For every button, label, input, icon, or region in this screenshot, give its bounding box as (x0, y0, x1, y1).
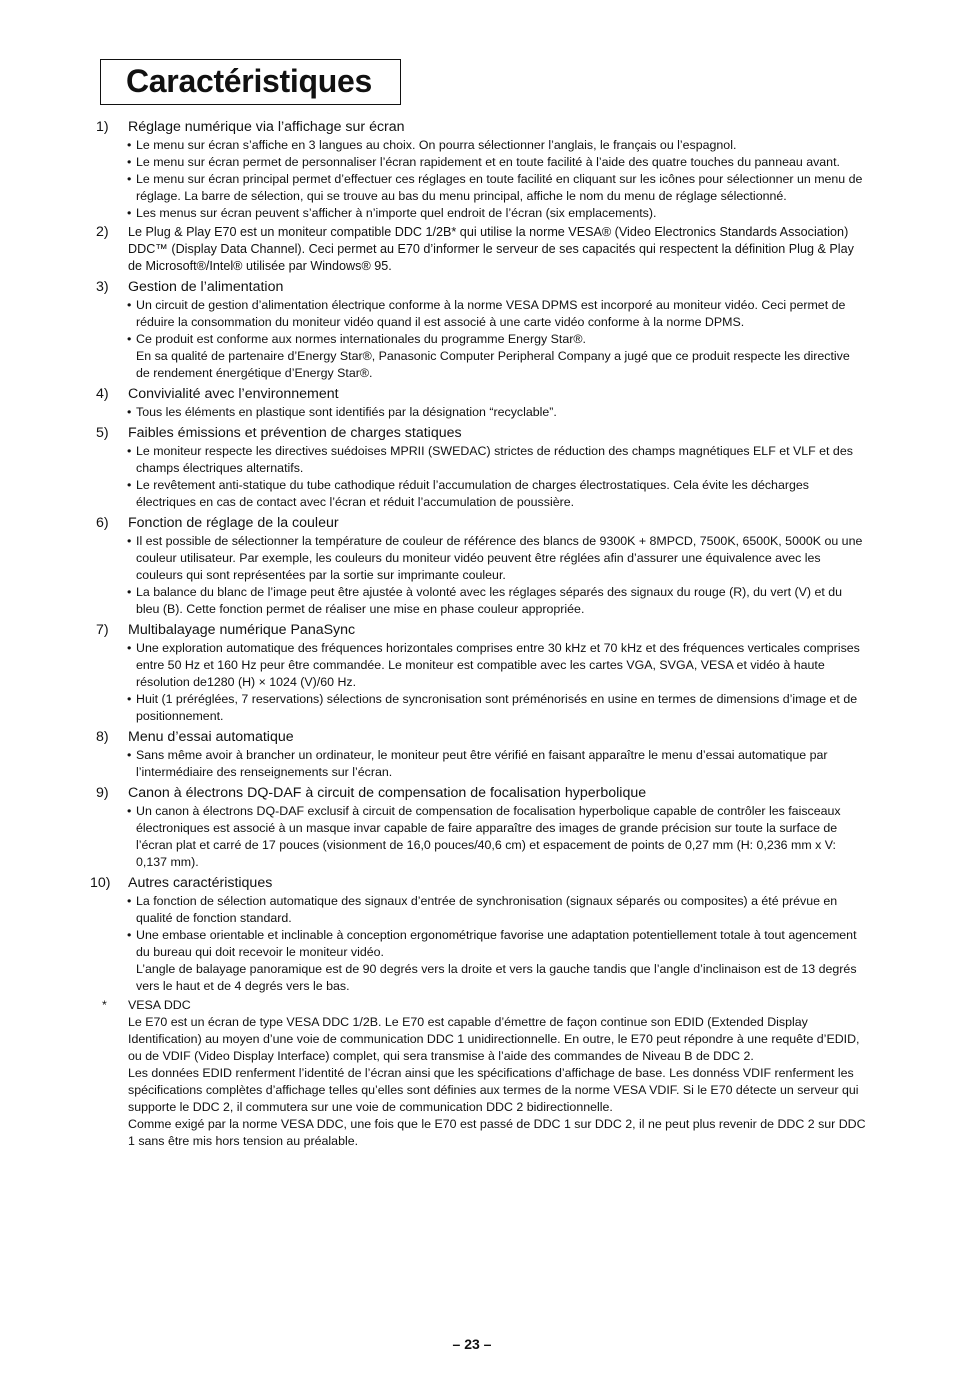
bullet-text: Une exploration automatique des fréquences horizontales comprises entre 30 kHz et 70 kHz et des fréquences verticales comprises entre 50 Hz et 160 Hz peur être commandée. Le moniteur est compatible avec les cartes VGA, SVGA, VESA et vidéo à haute résolution de1280 (H) × 1024 (V)/60 Hz. (136, 641, 860, 689)
section-3 (96, 277, 866, 382)
section-title: Menu d’essai automatique (128, 729, 294, 745)
section-9 (96, 783, 866, 871)
section-heading (96, 224, 866, 275)
section-title: Gestion de l’alimentation (128, 279, 284, 295)
section-4 (96, 384, 866, 421)
section-title: Multibalayage numérique PanaSync (128, 622, 356, 638)
page-title: Caractéristiques (126, 63, 372, 99)
section-heading (96, 513, 866, 533)
bullet-text: Un canon à électrons DQ-DAF exclusif à circuit de compensation de focalisation hyperbolique capable de contrôler les faisceaux électroniques est associé à un masque invar capable de faire apparaître des images de grande précision sur toute la surface de l’écran plat et carré de 17 pouces (visionment de 16,0 pouces/40,6 cm) et espacement de points de 0,27 mm (H: 0,236 mm x V: 0,137 mm). (136, 804, 841, 869)
bullet-item: • Une exploration automatique des fréquences horizontales comprises entre 30 kHz et 70 kHz et des fréquences verticales comprises entre 50 Hz et 160 Hz peur être commandée. Le moniteur est compatible avec les cartes VGA, SVGA, VESA et vidéo à haute résolution de1280 (H) × 1024 (V)/60 Hz. (127, 641, 860, 689)
section-number: 5) (96, 425, 109, 441)
bullet-item: • Les menus sur écran peuvent s’afficher à n’importe quel endroit de l’écran (six emplacements). (127, 206, 657, 220)
bullet-text: Le menu sur écran principal permet d’effectuer ces réglages en toute facilité en cliquant sur les icônes pour sélectionner un menu de réglage. La barre de sélection, qui se trouve au bas du menu principal, affiche le nom du menu de réglage sélectionné. (136, 172, 863, 203)
section-6 (96, 513, 866, 618)
section-8 (96, 727, 866, 781)
paragraph: En sa qualité de partenaire d’Energy Star®, Panasonic Computer Peripheral Company a jugé que ce produit respecte les directive de rendement énergétique d’Energy Star®. (136, 349, 850, 380)
section-1 (96, 117, 866, 222)
bullet-item: • Le menu sur écran principal permet d’effectuer ces réglages en toute facilité en cliquant sur les icônes pour sélectionner un menu de réglage. La barre de sélection, qui se trouve au bas du menu principal, affiche le nom du menu de réglage sélectionné. (127, 172, 863, 203)
paragraph: L’angle de balayage panoramique est de 90 degrés vers la droite et vers la gauche tandis que l’angle d’inclinaison est de 13 degrés vers le haut et de 4 degrés vers le bas. (136, 962, 857, 993)
bullet-item: • Ce produit est conforme aux normes internationales du programme Energy Star®. (127, 332, 586, 346)
section-5 (96, 423, 866, 511)
section-number: 10) (90, 875, 111, 891)
footnote-heading: VESA DDC (128, 998, 191, 1012)
section-number: 3) (96, 279, 109, 295)
section-10 (90, 873, 866, 995)
bullet-text: Le menu sur écran permet de personnaliser l’écran rapidement et en toute facilité à l’aide des quatre touches du panneau avant. (136, 155, 840, 169)
bullet-text: La fonction de sélection automatique des signaux d’entrée de synchronisation (signaux séparés ou composites) a été prévue en qualité de fonction standard. (136, 894, 838, 925)
footnote-paragraph: Comme exigé par la norme VESA DDC, une fois que le E70 est passé de DDC 1 sur DDC 2, il ne peut plus revenir de DDC 2 sur DDC 1 sans être mis hors tension au préalable. (128, 1117, 866, 1148)
bullet-item: • La fonction de sélection automatique des signaux d’entrée de synchronisation (signaux séparés ou composites) a été prévue en qualité de fonction standard. (127, 894, 838, 925)
page-number-container (0, 1336, 954, 1352)
document-body (90, 117, 866, 1150)
bullet-item: • Sans même avoir à brancher un ordinateur, le moniteur peut être vérifié en faisant apparaître le menu d’essai automatique par l’intermédiaire des renseignements sur l’écran. (127, 748, 828, 779)
section-number: 6) (96, 515, 109, 531)
page-number: – 23 – (452, 1336, 492, 1352)
bullet-item: • Le menu sur écran permet de personnaliser l’écran rapidement et en toute facilité à l’aide des quatre touches du panneau avant. (127, 155, 840, 169)
bullet-item: • Une embase orientable et inclinable à conception ergonométrique favorise une adaptation potentiellement totale à tout agencement du bureau qui doit recevoir le moniteur vidéo. (127, 928, 857, 959)
bullet-item: • La balance du blanc de l’image peut être ajustée à volonté avec les réglages séparés des signaux du rouge (R), du vert (V) et du bleu (B). Cette fonction permet de réaliser une mise en phase couleur appropriée. (127, 585, 843, 616)
section-title: Autres caractéristiques (128, 875, 273, 891)
section-heading (96, 423, 866, 443)
bullet-item: • Le revêtement anti-statique du tube cathodique réduit l’accumulation de charges électrostatiques. Cela évite les décharges électriques en cas de contact avec l’écran et réduit l’accumulation de poussière. (127, 478, 809, 509)
bullet-item: • Huit (1 préréglées, 7 reservations) sélections de syncronisation sont préménorisés en usine en termes de dimensions d’image et de positionnement. (127, 692, 858, 723)
bullet-text: Ce produit est conforme aux normes internationales du programme Energy Star®. (136, 332, 586, 346)
footnote (96, 997, 866, 1150)
bullet-item: • Un canon à électrons DQ-DAF exclusif à circuit de compensation de focalisation hyperbolique capable de contrôler les faisceaux électroniques est associé à un masque invar capable de faire apparaître des images de grande précision sur toute la surface de l’écran plat et carré de 17 pouces (visionment de 16,0 pouces/40,6 cm) et espacement de points de 0,27 mm (H: 0,236 mm x V: 0,137 mm). (127, 804, 841, 869)
section-heading (90, 873, 866, 893)
section-heading (96, 620, 866, 640)
section-title: Convivialité avec l’environnement (128, 386, 339, 402)
footnote-paragraph: Le E70 est un écran de type VESA DDC 1/2B. Le E70 est capable d’émettre de façon continue son EDID (Extended Display Identification) au moyen d’une voie de communication DDC 1 unidirectionnelle. En outre, le E70 peut répondre à une requête d’EDID, ou de VDIF (Video Display Interface) complet, qui sera transmise à l’aide des commandes de Niveau B de DDC 2. (128, 1015, 860, 1063)
footnote-paragraph: Les données EDID renferment l’identité de l’écran ainsi que les spécifications d’affichage de base. Les donnéss VDIF renferment les spécifications complètes d’affichage telles qu’elles sont définies aux termes de la norme VESA VDIF. Si le E70 détecte un serveur qui supporte le DDC 2, il commutera sur une voie de communication DDC 2 bidirectionnelle. (128, 1066, 859, 1114)
bullet-text: Un circuit de gestion d’alimentation électrique conforme à la norme VESA DPMS est incorporé au moniteur vidéo. Ceci permet de réduire la consommation du moniteur vidéo quand il est associé à une carte vidéo conforme à la norme DPMS. (136, 298, 846, 329)
section-heading (96, 783, 866, 803)
bullet-text: Le menu sur écran s’affiche en 3 langues au choix. On pourra sélectionner l’anglais, le français ou l’espagnol. (136, 138, 737, 152)
section-title: Canon à électrons DQ-DAF à circuit de compensation de focalisation hyperbolique (128, 785, 647, 801)
bullet-item: • Il est possible de sélectionner la température de couleur de référence des blancs de 9300K + 8MPCD, 7500K, 6500K, 5000K ou une couleur utilisateur. Par exemple, les couleurs du moniteur vidéo peuvent être réglées afin d’assurer une équivalence avec les couleurs qui sont représentées par la sortie sur imprimante couleur. (127, 534, 863, 582)
bullet-text: Le moniteur respecte les directives suédoises MPRII (SWEDAC) strictes de réduction des champs magnétiques ELF et VLF et des champs électriques alternatifs. (136, 444, 853, 475)
section-2 (96, 224, 866, 275)
bullet-item: • Tous les éléments en plastique sont identifiés par la désignation “recyclable”. (127, 405, 557, 419)
section-title: Faibles émissions et prévention de charges statiques (128, 425, 462, 441)
section-number: 9) (96, 785, 109, 801)
bullet-text: Il est possible de sélectionner la température de couleur de référence des blancs de 9300K + 8MPCD, 7500K, 6500K, 5000K ou une couleur utilisateur. Par exemple, les couleurs du moniteur vidéo peuvent être réglées afin d’assurer une équivalence avec les couleurs qui sont représentées par la sortie sur imprimante couleur. (136, 534, 863, 582)
section-heading (96, 117, 866, 137)
section-number: 8) (96, 729, 109, 745)
footnote-marker: * (102, 998, 107, 1012)
bullet-item: • Le menu sur écran s’affiche en 3 langues au choix. On pourra sélectionner l’anglais, le français ou l’espagnol. (127, 138, 737, 152)
bullet-text: Sans même avoir à brancher un ordinateur, le moniteur peut être vérifié en faisant apparaître le menu d’essai automatique par l’intermédiaire des renseignements sur l’écran. (136, 748, 828, 779)
section-title: Fonction de réglage de la couleur (128, 515, 339, 531)
bullet-item: • Un circuit de gestion d’alimentation électrique conforme à la norme VESA DPMS est incorporé au moniteur vidéo. Ceci permet de réduire la consommation du moniteur vidéo quand il est associé à une carte vidéo conforme à la norme DPMS. (127, 298, 846, 329)
bullet-text: La balance du blanc de l’image peut être ajustée à volonté avec les réglages séparés des signaux du rouge (R), du vert (V) et du bleu (B). Cette fonction permet de réaliser une mise en phase couleur appropriée. (136, 585, 843, 616)
section-heading (96, 277, 866, 297)
section-number: 7) (96, 622, 109, 638)
section-paragraph: Le Plug & Play E70 est un moniteur compatible DDC 1/2B* qui utilise la norme VESA® (Video Electronics Standards Association) DDC™ (Display Data Channel). Ceci permet au E70 d’informer le serveur de ses capacités qui respectent la définition Plug & Play de Microsoft®/Intel® utilisée par Windows® 95. (128, 225, 854, 273)
bullet-text: Huit (1 préréglées, 7 reservations) sélections de syncronisation sont préménorisés en usine en termes de dimensions d’image et de positionnement. (136, 692, 858, 723)
bullet-item: • Le moniteur respecte les directives suédoises MPRII (SWEDAC) strictes de réduction des champs magnétiques ELF et VLF et des champs électriques alternatifs. (127, 444, 853, 475)
section-heading (96, 727, 866, 747)
section-number: 1) (96, 119, 109, 135)
bullet-text: Une embase orientable et inclinable à conception ergonométrique favorise une adaptation potentiellement totale à tout agencement du bureau qui doit recevoir le moniteur vidéo. (136, 928, 857, 959)
section-number: 4) (96, 386, 109, 402)
bullet-text: Les menus sur écran peuvent s’afficher à n’importe quel endroit de l’écran (six emplacements). (136, 206, 657, 220)
bullet-text: Le revêtement anti-statique du tube cathodique réduit l’accumulation de charges électrostatiques. Cela évite les décharges électriques en cas de contact avec l’écran et réduit l’accumulation de poussière. (136, 478, 809, 509)
section-7 (96, 620, 866, 725)
section-number: 2) (96, 224, 109, 240)
section-heading (96, 384, 866, 404)
section-title: Réglage numérique via l’affichage sur écran (128, 119, 405, 135)
bullet-text: Tous les éléments en plastique sont identifiés par la désignation “recyclable”. (136, 405, 557, 419)
